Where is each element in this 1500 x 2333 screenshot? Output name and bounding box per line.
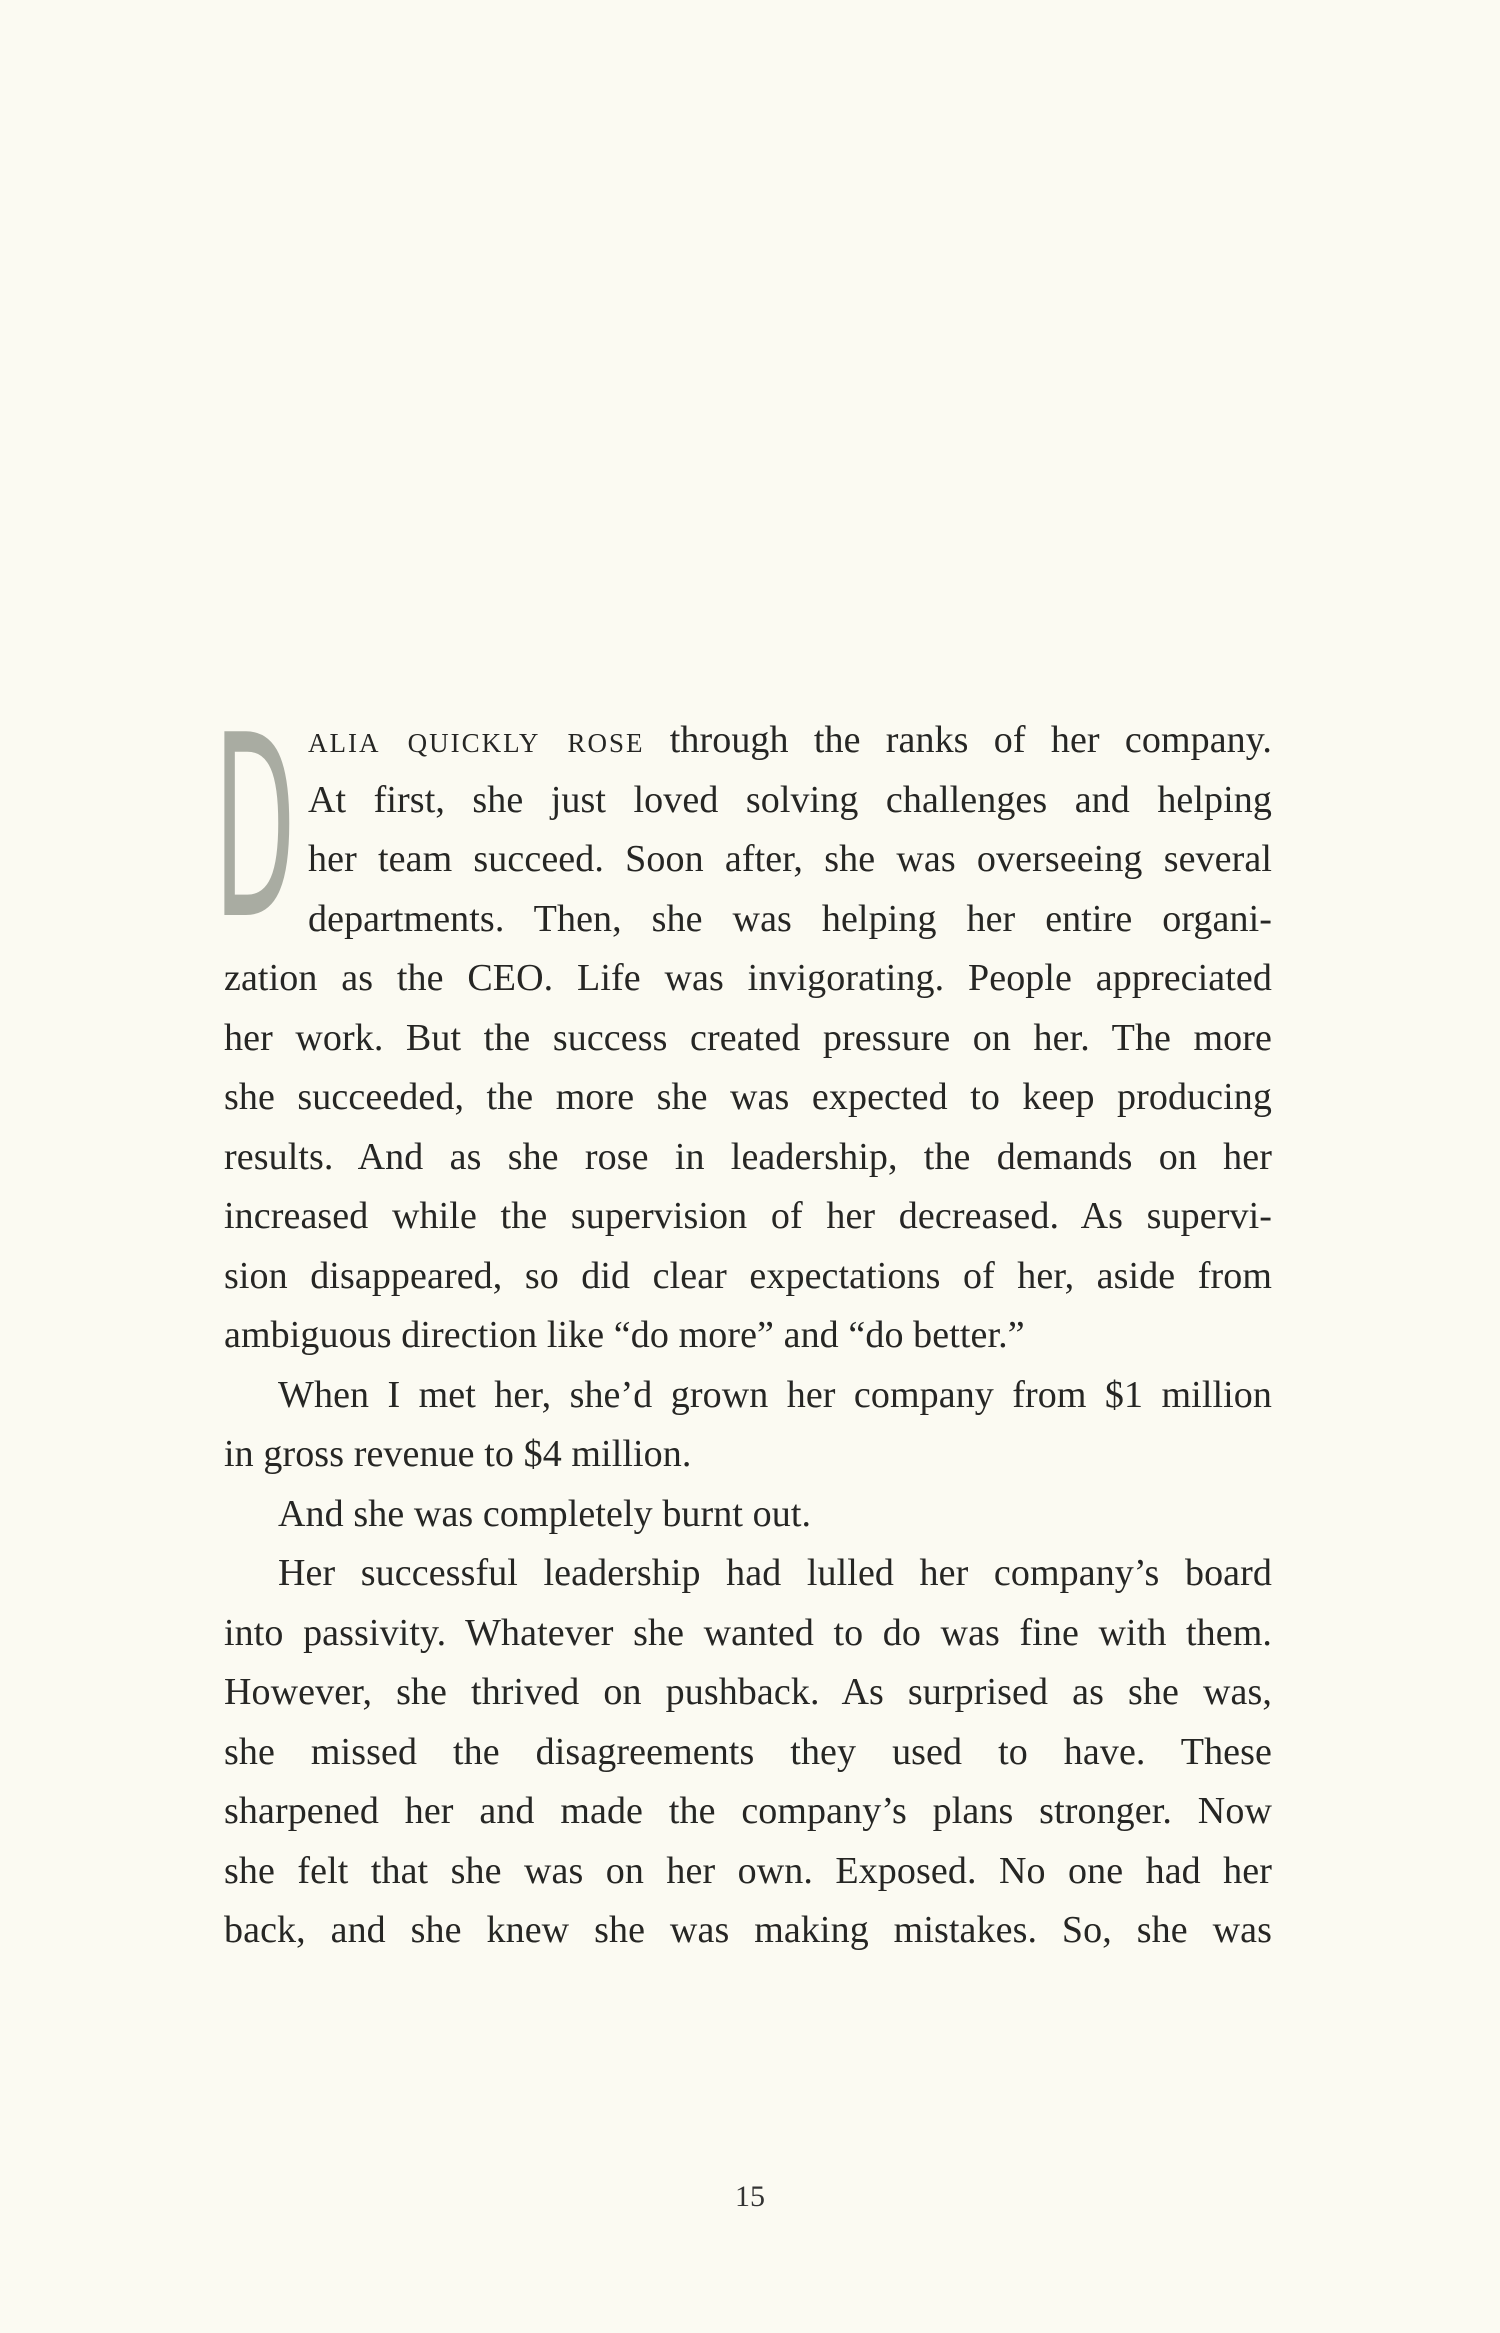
text-line: When I met her, she’d grown her company from $1 million (278, 1373, 1272, 1416)
body-text (224, 711, 1272, 1961)
text-line: her team succeed. Soon after, she was overseeing several (308, 838, 1272, 880)
text-line: sion disappeared, so did clear expectations of her, aside from (224, 1254, 1272, 1297)
text-line: And she was completely burnt out. (278, 1492, 812, 1535)
text-line: However, she thrived on pushback. As surprised as she was, (224, 1671, 1272, 1713)
text-line: sharpened her and made the company’s plans stronger. Now (224, 1790, 1272, 1832)
text-line: she missed the disagreements they used to have. These (224, 1730, 1272, 1773)
text-line: into passivity. Whatever she wanted to do was fine with them. (224, 1611, 1272, 1654)
text-line: in gross revenue to $4 million. (224, 1433, 692, 1475)
lead-in: alia quickly rose (308, 719, 645, 761)
text-line: her work. But the success created pressure on her. The more (224, 1016, 1272, 1059)
text-line: ambiguous direction like “do more” and “do better.” (224, 1314, 1025, 1356)
text-line: back, and she knew she was making mistakes. So, she was (224, 1909, 1272, 1951)
drop-cap: D (214, 682, 296, 975)
opening-line-rest: through the ranks of her company. (644, 719, 1272, 761)
opening-line (224, 711, 1272, 771)
text-line: she felt that she was on her own. Exposed. No one had her (224, 1849, 1272, 1892)
text-line: results. And as she rose in leadership, the demands on her (224, 1135, 1272, 1178)
text-line: Her successful leadership had lulled her company’s board (278, 1552, 1272, 1594)
text-line: she succeeded, the more she was expected to keep producing (224, 1076, 1272, 1118)
page-number: 15 (735, 2180, 765, 2213)
text-line: departments. Then, she was helping her entire organi- (308, 897, 1272, 940)
text-line: increased while the supervision of her decreased. As supervi- (224, 1195, 1272, 1237)
text-line: zation as the CEO. Life was invigorating. People appreciated (224, 957, 1272, 999)
text-line: At first, she just loved solving challenges and helping (308, 778, 1272, 821)
